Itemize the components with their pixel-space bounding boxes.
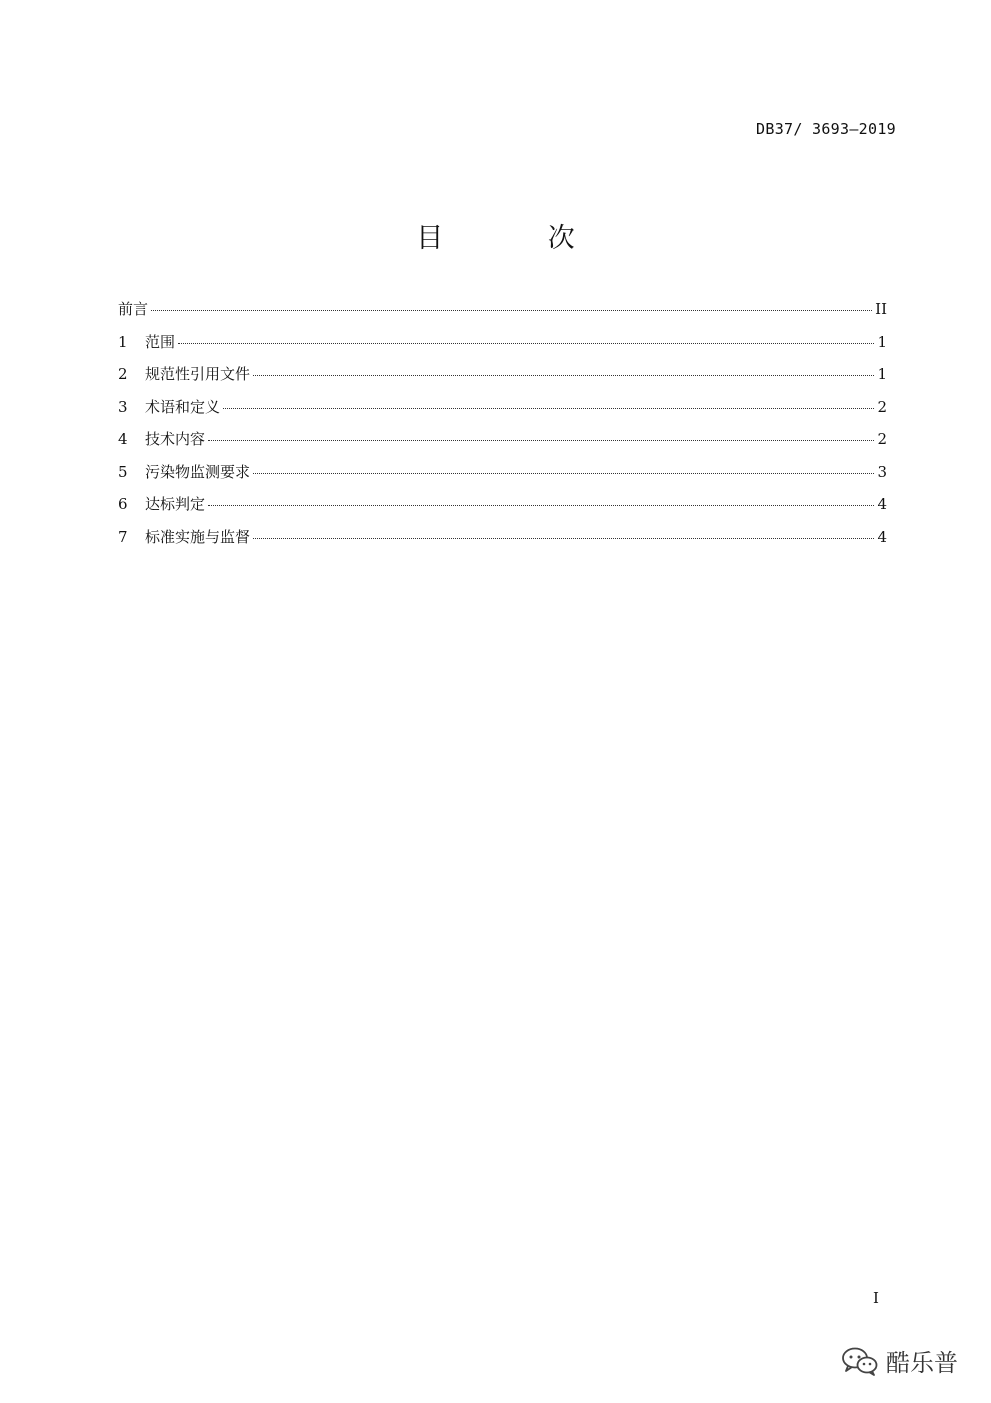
- toc-entry[interactable]: [118, 298, 887, 331]
- wechat-icon: [840, 1346, 880, 1376]
- toc-entry-label: 达标判定: [145, 495, 206, 513]
- toc-entry[interactable]: [118, 461, 887, 494]
- table-of-contents: [118, 298, 887, 558]
- toc-dot-leader: [223, 408, 874, 409]
- toc-dot-leader: [253, 538, 874, 539]
- toc-entry-page: 2: [877, 397, 887, 416]
- toc-entry-number: 6: [118, 495, 128, 513]
- toc-entry-number: 7: [118, 527, 128, 546]
- toc-entry-page: 2: [877, 430, 887, 448]
- toc-dot-leader: [208, 505, 874, 506]
- document-code: DB37/ 3693—2019: [756, 120, 896, 138]
- toc-entry-page: 1: [877, 332, 887, 351]
- toc-entry-label: 规范性引用文件: [145, 365, 251, 383]
- toc-entry-number: 1: [118, 332, 128, 351]
- toc-entry-page: II: [875, 300, 887, 318]
- toc-dot-leader: [253, 473, 874, 474]
- watermark: [840, 1343, 958, 1378]
- toc-entry-label: 前言: [118, 300, 149, 318]
- toc-entry[interactable]: [118, 493, 887, 526]
- toc-entry-label: 技术内容: [145, 430, 206, 448]
- toc-entry[interactable]: [118, 396, 887, 429]
- toc-entry[interactable]: [118, 526, 887, 559]
- page-number: I: [873, 1289, 879, 1307]
- toc-entry-number: 4: [118, 430, 128, 448]
- toc-entry-page: 3: [877, 462, 887, 481]
- toc-entry-page: 4: [877, 495, 887, 513]
- toc-entry-page: 1: [877, 365, 887, 383]
- watermark-text: 酷乐普: [886, 1349, 958, 1377]
- toc-entry-number: 5: [118, 462, 128, 481]
- toc-title: 目 次: [416, 223, 623, 254]
- toc-entry[interactable]: [118, 331, 887, 364]
- toc-entry-page: 4: [877, 527, 887, 546]
- toc-entry-label: 标准实施与监督: [145, 527, 251, 546]
- toc-entry[interactable]: [118, 428, 887, 461]
- toc-entry-label: 污染物监测要求: [145, 462, 251, 481]
- toc-entry[interactable]: [118, 363, 887, 396]
- toc-dot-leader: [151, 310, 872, 311]
- toc-dot-leader: [253, 375, 874, 376]
- toc-dot-leader: [208, 440, 874, 441]
- toc-entry-number: 2: [118, 365, 128, 383]
- toc-entry-number: 3: [118, 397, 128, 416]
- toc-entry-label: 范围: [145, 332, 176, 351]
- toc-entry-label: 术语和定义: [145, 397, 221, 416]
- toc-dot-leader: [178, 343, 874, 344]
